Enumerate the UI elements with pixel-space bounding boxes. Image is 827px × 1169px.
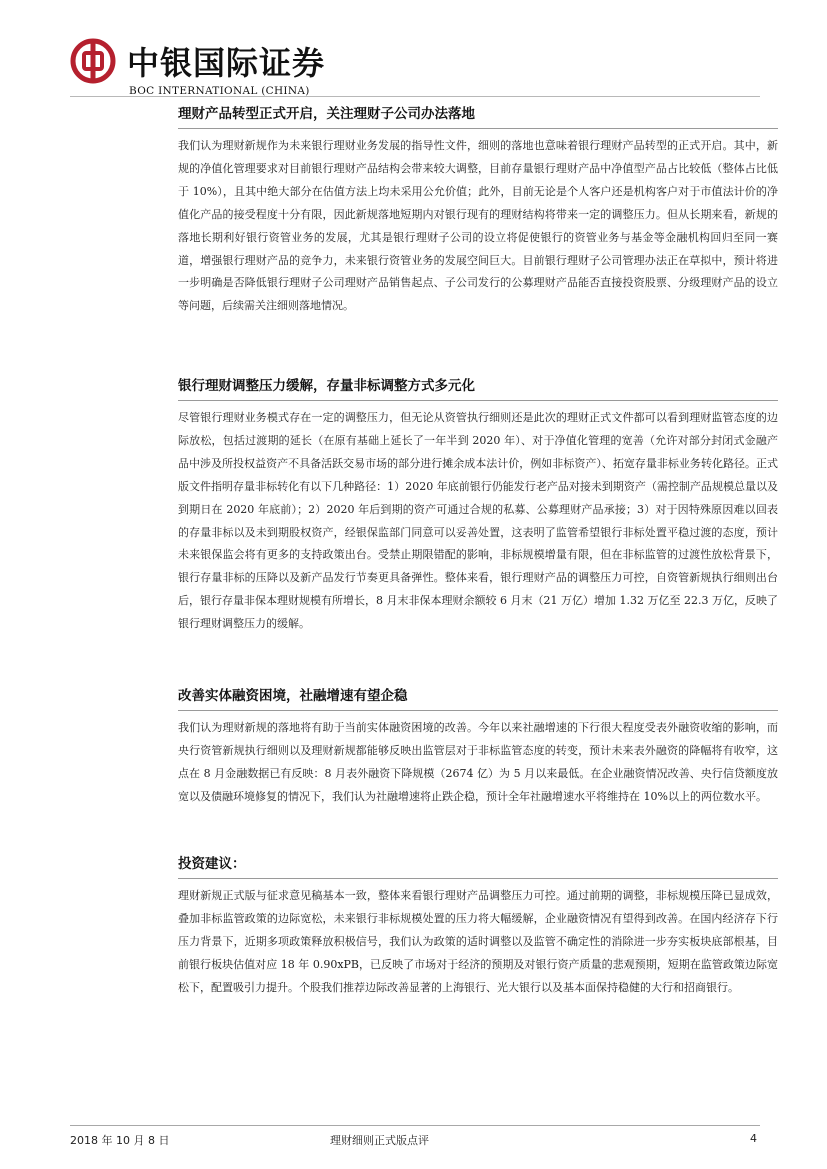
section-title: 改善实体融资困境，社融增速有望企稳 (178, 688, 408, 704)
footer-document-title: 理财细则正式版点评 (330, 1134, 429, 1147)
section-divider (178, 400, 778, 401)
section-pressure-relief (178, 376, 778, 636)
section-body: 我们认为理财新规的落地将有助于当前实体融资困境的改善。今年以来社融增速的下行很大程度受表外融资收缩的影响，而央行资管新规执行细则以及理财新规都能够反映出监管层对于非标监管态度的转变，预计未来表外融资的降幅将有收窄，这点在 8 月金融数据已有反映：8 月表外融资下降规模（2674 亿）为 5 月以来最低。在企业融资情况改善、央行信贷额度放宽以及债融环境修复的情况下，我们认为社融增速将止跌企稳，预计全年社融增速水平将维持在 10%以上的两位数水平。 (178, 721, 778, 803)
brand-name-chinese: 中银国际证券 (127, 44, 326, 82)
section-title: 理财产品转型正式开启，关注理财子公司办法落地 (178, 106, 475, 122)
footer-date: 2018 年 10 月 8 日 (70, 1134, 170, 1147)
section-divider (178, 128, 778, 129)
section-title: 投资建议： (178, 856, 246, 872)
section-body: 我们认为理财新规作为未来银行理财业务发展的指导性文件，细则的落地也意味着银行理财产品转型的正式开启。其中，新规的净值化管理要求对目前银行理财产品结构会带来较大调整，目前存量银行理财产品中净值型产品占比较低（整体占比低于 10%），且其中绝大部分在估值方法上均未采用公允价值；此外，目前无论是个人客户还是机构客户对于市值法计价的净值化产品的接受程度十分有限，因此新规落地短期内对银行现有的理财结构将带来一定的调整压力。但从长期来看，新规的落地长期利好银行资管业务的发展，尤其是银行理财子公司的设立将促使银行的资管业务与基金等金融机构回归至同一赛道，增强银行理财产品的竞争力，未来银行资管业务的发展空间巨大。目前银行理财子公司管理办法正在草拟中，预计将进一步明确是否降低银行理财子公司理财产品销售起点、子公司发行的公募理财产品能否直接投资股票、分级理财产品的设立等问题，后续需关注细则落地情况。 (178, 139, 778, 313)
bank-of-china-logo (70, 38, 116, 84)
footer-divider (70, 1125, 760, 1126)
brand-name-english: BOC INTERNATIONAL (CHINA) (129, 85, 310, 97)
section-wealth-transformation (178, 104, 778, 318)
section-body: 尽管银行理财业务模式存在一定的调整压力，但无论从资管执行细则还是此次的理财正式文件都可以看到理财监管态度的边际放松，包括过渡期的延长（在原有基础上延长了一年半到 2020 年）、对于净值化管理的宽善（允许对部分封闭式金融产品中涉及所投权益资产不具备活跃交易市场的部分进行摊余成本法计价，例如非标资产）、拓宽存量非标业务转化路径。正式版文件指明存量非标转化有以下几种路径：1）2020 年底前银行仍能发行老产品对接未到期资产（需控制产品规模总量以及到期日在 2020 年底前）；2）2020 年后到期的资产可通过合规的私募、公募理财产品承接；3）对于因特殊原因难以回表的存量非标以及未到期股权资产，经银保监部门同意可以妥善处置，这表明了监管希望银行非标处置平稳过渡的态度，预计未来银保监会将有更多的支持政策出台。受禁止期限错配的影响，非标规模增量有限，但在非标监管的过渡性放松背景下，银行存量非标的压降以及新产品发行节奏更具备弹性。整体来看，银行理财产品的调整压力可控，自资管新规执行细则出台后，银行存量非保本理财规模有所增长，8 月末非保本理财余额较 6 月末（21 万亿）增加 1.32 万亿至 22.3 万亿，反映了银行理财调整压力的缓解。 (178, 411, 778, 631)
header-divider (70, 96, 760, 97)
report-header (70, 28, 770, 98)
page-number: 4 (750, 1132, 757, 1145)
section-divider (178, 710, 778, 711)
section-social-financing (178, 686, 778, 809)
section-body: 理财新规正式版与征求意见稿基本一致，整体来看银行理财产品调整压力可控。通过前期的调整，非标规模压降已显成效，叠加非标监管政策的边际宽松，未来银行非标规模处置的压力将大幅缓解，企业融资情况有望得到改善。在国内经济存下行压力背景下，近期多项政策释放积极信号，我们认为政策的适时调整以及监管不确定性的消除进一步夯实板块底部根基，目前银行板块估值对应 18 年 0.90xPB，已反映了市场对于经济的预期及对银行资产质量的悲观预期，短期在监管政策边际宽松下，配置吸引力提升。个股我们推荐边际改善显著的上海银行、光大银行以及基本面保持稳健的大行和招商银行。 (178, 889, 778, 994)
section-title: 银行理财调整压力缓解，存量非标调整方式多元化 (178, 378, 475, 394)
section-divider (178, 878, 778, 879)
section-investment-advice (178, 854, 778, 1000)
